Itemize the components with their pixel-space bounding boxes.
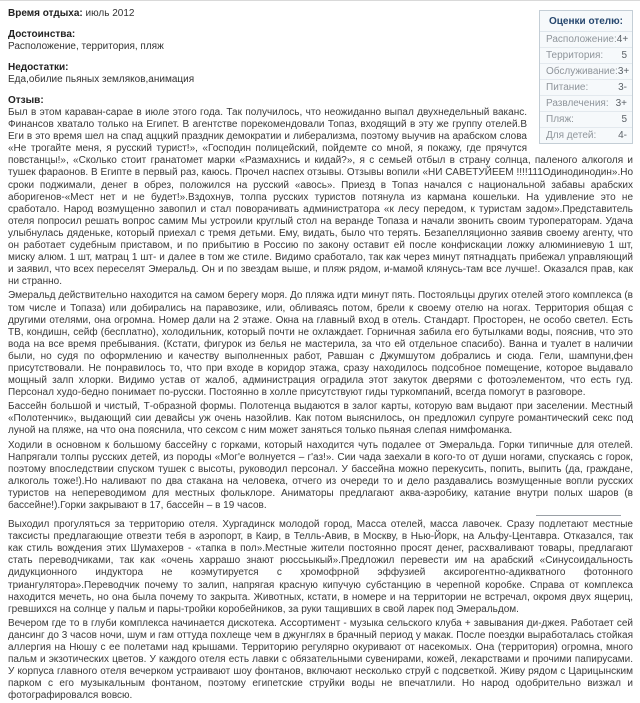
rating-label: Питание: (546, 82, 589, 93)
rating-row (540, 64, 632, 80)
signature-divider (536, 515, 621, 516)
rating-value: 3+ (617, 66, 630, 77)
rating-label: Пляж: (546, 114, 574, 125)
pros-value: Расположение, территория, пляж (8, 41, 164, 52)
rating-value: 4- (618, 130, 627, 141)
rating-row (540, 80, 632, 96)
rating-row (540, 96, 632, 112)
review-paragraph: Бассейн большой и чистый, Т-образной формы. Полотенца выдаются в залог карты, которую вам выдают при заселении. Местный «Полотенчик», выдающий сии девайсы уж очень назойлив. Как потом выяснилось, он предложил супруге романтический секс под луной на пляже, на что она пояснила, что сексом с ним может заняться только пьяная слепая нимфоманка. (8, 401, 633, 437)
review-text-top (8, 107, 633, 512)
rating-value: 3+ (615, 98, 627, 109)
cons-label: Недостатки: (8, 62, 69, 73)
pros-label: Достоинства: (8, 29, 76, 40)
hotel-ratings-panel (539, 10, 633, 144)
vacation-time-value: июль 2012 (85, 8, 135, 19)
ratings-title: Оценки отелю: (540, 11, 632, 32)
review-text-bottom (8, 519, 633, 702)
review-label: Отзыв: (8, 95, 44, 106)
rating-row (540, 32, 632, 48)
rating-label: Развлечения: (546, 98, 609, 109)
rating-label: Расположение: (546, 34, 617, 45)
rating-label: Обслуживание: (546, 66, 618, 77)
rating-label: Территория: (546, 50, 604, 61)
rating-row (540, 48, 632, 64)
review-paragraph: Вечером где то в глуби комплекса начинается дискотека. Ассортимент - музыка сельского клуба + завывания ди-джея. Работает сей дансинг до 3 часов ночи, шум и гам оттуда похлеще чем в джунглях в брачный период у макак. После поездки выработалась стойкая аллергия на Нюшу с ее полетами над крышами. Территорию регулярно окуривают от насекомых. Она (территория) огромна, много пальм и экзотических цветов. У каждого отеля есть лавки с обязательными сувенирами, кожей, лекарствами и прочими папирусами. У корпуса главного отеля вечерком устраивают шоу фонтанов, включают несколько струй с подсветкой. Живу рядом с Царицынским парком с его музыкальным фонтаном, поэтому египетские струйки воды не впечатлили. Но народ одобрительно визжал и фотографировался вовсю. (8, 617, 633, 702)
cons-value: Еда,обилие пьяных земляков,анимация (8, 74, 195, 85)
vacation-time-label: Время отдыха: (8, 8, 83, 19)
rating-value: 3- (618, 82, 627, 93)
rating-value: 4+ (616, 34, 629, 45)
ratings-list (540, 32, 632, 143)
review-paragraph: Ходили в основном к большому бассейну с горками, который находится чуть подалее от Эмеральда. Горки типичные для отелей. Напрягали толпы русских детей, из породы «Мог'е волнуется – г'аз!». Сии чада заехали в кого-то от души ногами, спускаясь с горок, поэтому впоследствии спуском тушек с высоты, руководил персонал. У бассейна можно перекусить, попить, выпить (да, граждане, алкоголь тоже!).Но наливают по два стакана на человека, отчего из очереди то и дело раздавались возмущенные вопли русских туристов на непереводимом для местных фольклоре. Аниматоры предлагают аква-аэробику, катание внутри полых шаров (в бассейне!).Горки закрывают в 17, бассейн – в 19 часов. (8, 439, 633, 511)
review-paragraph: Был в этом караван-сарае в июле этого года. Так получилось, что неожиданно выпал двухнедельный ваканс. Финансов хватало только на Египет. В агентстве порекомендовали Топаз, входящий в эту же группу отелей.В Еги в это время шел на спад аццкий праздник демократии и либерализма, поэтому выучив на арабском слова «Не трогайте меня, я русский турист!», «Господин полицейский, пойдемте со мной, я покажу, где прячутся повстанцы!», «Сколько стоит гранатомет марки «Размахнись и кидай?», я с семьей отбыл в страну солнца, паленого алкоголя и тушек фараонов. В Египте в первый раз, каюсь. Прочел наспех отзывы. Отзывы вопили «НИ САВЕТУЙЕЕМ !!!!111Одинодинодин».Но сроки поджимали, денег в обрез, положился на русский «авось». Приезд в Топаз начался с национальной забавы арабских аборигенов-«Мест нет и не будет!».Вздохнув, толпа русских туристов потянула из кармана кошельки. На удивление это не сработало. Народ возмущенно завопил и стал поворачивать администратора «к лесу передом, к туристам задом».Представитель отеля попросил решать вопрос самим Мы устроили круглый стол на веранде Топаза и начали звонить своим туроператорам. Удача улыбнулась дяденьке, который приехал с тремя детьми. Ему, видать, было что терять. Безапелляционно заявив своему агенту, что он работает судебным приставом, и по прибытию в Россию по закону оставит ей после конфискации ложку алюминиевую 1 шт, миску алюм. 1 шт, матрац 1 шт- и далее в том же стиле. Видимо сработало, так как через минут пятнадцать прибежал управляющий и заявил, что всех переселят Эмеральд. Он и по звездам выше, и пляж рядом, и-мамой клянусь-там все лучше!. Оказался прав, как ни странно. (8, 107, 633, 288)
rating-row (540, 128, 632, 143)
review-paragraph: Выходил прогуляться за территорию отеля. Хургадинск молодой город, Масса отелей, масса лавочек. Сразу подлетают местные таксисты предлагающие отвезти тебя в аэропорт, в Каир, в Телль-Авив, в Москву, в Нью-Йорк, на Альфу-Центавра. Отказался, так как стиль вождения этих Шумахеров - «тапка в пол».Местные жители постоянно просят денег, расхваливают товары, предлагают стать переводчиками, так как «очень харрашо знают рюссьыкый».Предложил перевести им на арабский «Синусоидальность дидукционного индуктора не коэмутируется с хромофрной эффузией аксирогентно-адикватного фотонного триангулятора».Переводчик почему то залип, напрягая красную кипучую субстанцию в черепной коробке. Справа от комплекса находится мечеть, но она была почему то закрыта. Животных, кстати, в номере и на территории не встречал, окромя двух ящериц, гревшихся на солнце у пальм и пары-тройки коробейников, за руки тащивших в свой ларек под Эмеральдом. (8, 519, 633, 615)
review-section (8, 95, 633, 703)
rating-label: Для детей: (546, 130, 597, 141)
review-paragraph: Эмеральд действительно находится на самом берегу моря. До пляжа идти минут пять. Постояльцы других отелей этого комплекса (в том числе и Топаза) или добирались на паравозике, или, обливаясь потом, брели к своему отелю на ногах. Территория общая с другими отелями, она огромна. Номер дали на 2 этаже. Окна на главный вход в отель. Стандарт. Просторен, не особо светел. Есть ТВ, кондишн, сейф (бесплатно), холодильник, который почти не охлаждает. Горничная забила его бутылками воды, пояснив, что это вода на все время пребывания. (Кстати, фигурок из белья не мастерила, за что ей отдельное спасибо). Ванна и туалет в наличии были, но судя по оформлению и качеству выполненных работ, Равшан с Джумшутом добрались и сюда. Гели, шампуни,фен присутствовали. Не понравилось то, что при входе в коридор этажа, сразу находилось подсобное помещение, которое выдавало мощный залп хлорки. Видимо устав от жалоб, администрация оградила этот закуток дверями с фотоэлементом, что есть гуд. Персонал худо-бедно понимает по-русски. Постоянно в холле присутствуют гиды туркомпаний, всегда помогут в разговоре. (8, 290, 633, 399)
rating-row (540, 112, 632, 128)
rating-value: 5 (621, 114, 627, 125)
rating-value: 5 (621, 50, 627, 61)
